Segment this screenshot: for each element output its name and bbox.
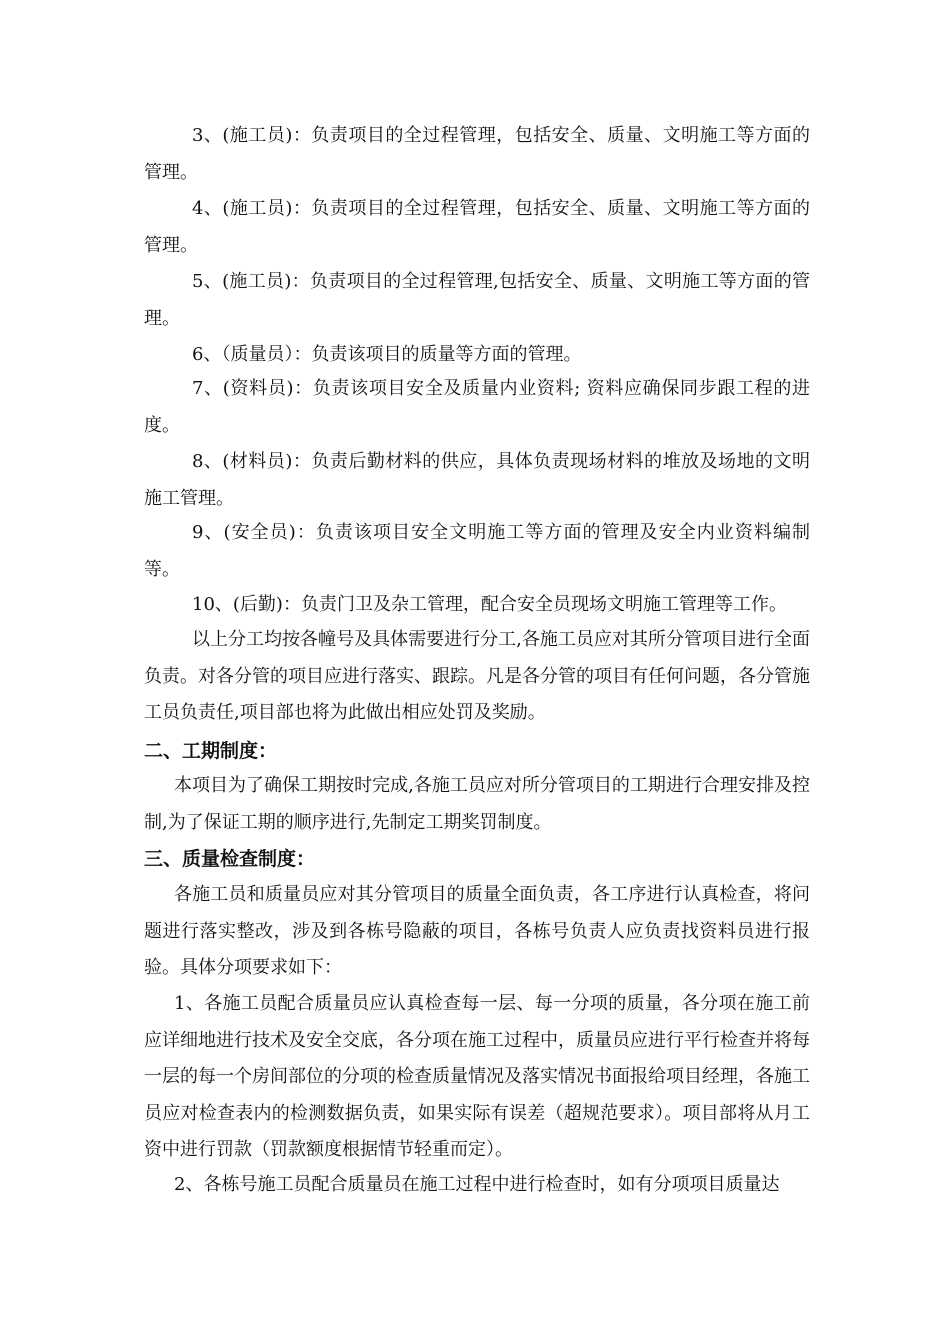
paragraph-duty-9: 9、(安全员)：负责该项目安全文明施工等方面的管理及安全内业资料编制等。: [144, 522, 810, 580]
paragraph-duty-7: 7、(资料员)：负责该项目安全及质量内业资料; 资料应确保同步跟工程的进度。: [144, 378, 810, 436]
paragraph-quality-intro: 各施工员和质量员应对其分管项目的质量全面负责，各工序进行认真检查，将问题进行落实整改，涉及到各栋号隐蔽的项目，各栋号负责人应负责找资料员进行报验。具体分项要求如下：: [144, 884, 810, 978]
paragraph-quality-item-2: 2、各栋号施工员配合质量员在施工过程中进行检查时，如有分项项目质量达: [174, 1174, 780, 1195]
paragraph-duty-4: 4、(施工员)：负责项目的全过程管理，包括安全、质量、文明施工等方面的管理。: [144, 198, 810, 256]
paragraph-summary: 以上分工均按各幢号及具体需要进行分工,各施工员应对其所分管项目进行全面负责。对各分管的项目应进行落实、跟踪。凡是各分管的项目有任何问题，各分管施工员负责任,项目部也将为此做出相应处罚及奖励。: [144, 629, 810, 723]
paragraph-quality-item-1: 1、各施工员配合质量员应认真检查每一层、每一分项的质量，各分项在施工前应详细地进行技术及安全交底，各分项在施工过程中，质量员应进行平行检查并将每一层的每一个房间部位的分项的检查质量情况及落实情况书面报给项目经理，各施工员应对检查表内的检测数据负责，如果实际有误差（超规范要求）。项目部将从月工资中进行罚款（罚款额度根据情节轻重而定）。: [144, 993, 810, 1160]
paragraph-duty-5: 5、(施工员)：负责项目的全过程管理,包括安全、质量、文明施工等方面的管理。: [144, 271, 810, 329]
paragraph-duty-8: 8、(材料员)：负责后勤材料的供应，具体负责现场材料的堆放及场地的文明施工管理。: [144, 451, 810, 509]
section-heading-schedule: 二、工期制度：: [144, 740, 278, 762]
section-heading-quality: 三、质量检查制度：: [144, 848, 316, 870]
paragraph-duty-10: 10、(后勤)：负责门卫及杂工管理，配合安全员现场文明施工管理等工作。: [192, 594, 787, 615]
paragraph-schedule: 本项目为了确保工期按时完成,各施工员应对所分管项目的工期进行合理安排及控制,为了保证工期的顺序进行,先制定工期奖罚制度。: [144, 775, 810, 833]
paragraph-duty-6: 6、（质量员）：负责该项目的质量等方面的管理。: [192, 344, 582, 365]
paragraph-duty-3: 3、(施工员)：负责项目的全过程管理，包括安全、质量、文明施工等方面的管理。: [144, 125, 810, 183]
